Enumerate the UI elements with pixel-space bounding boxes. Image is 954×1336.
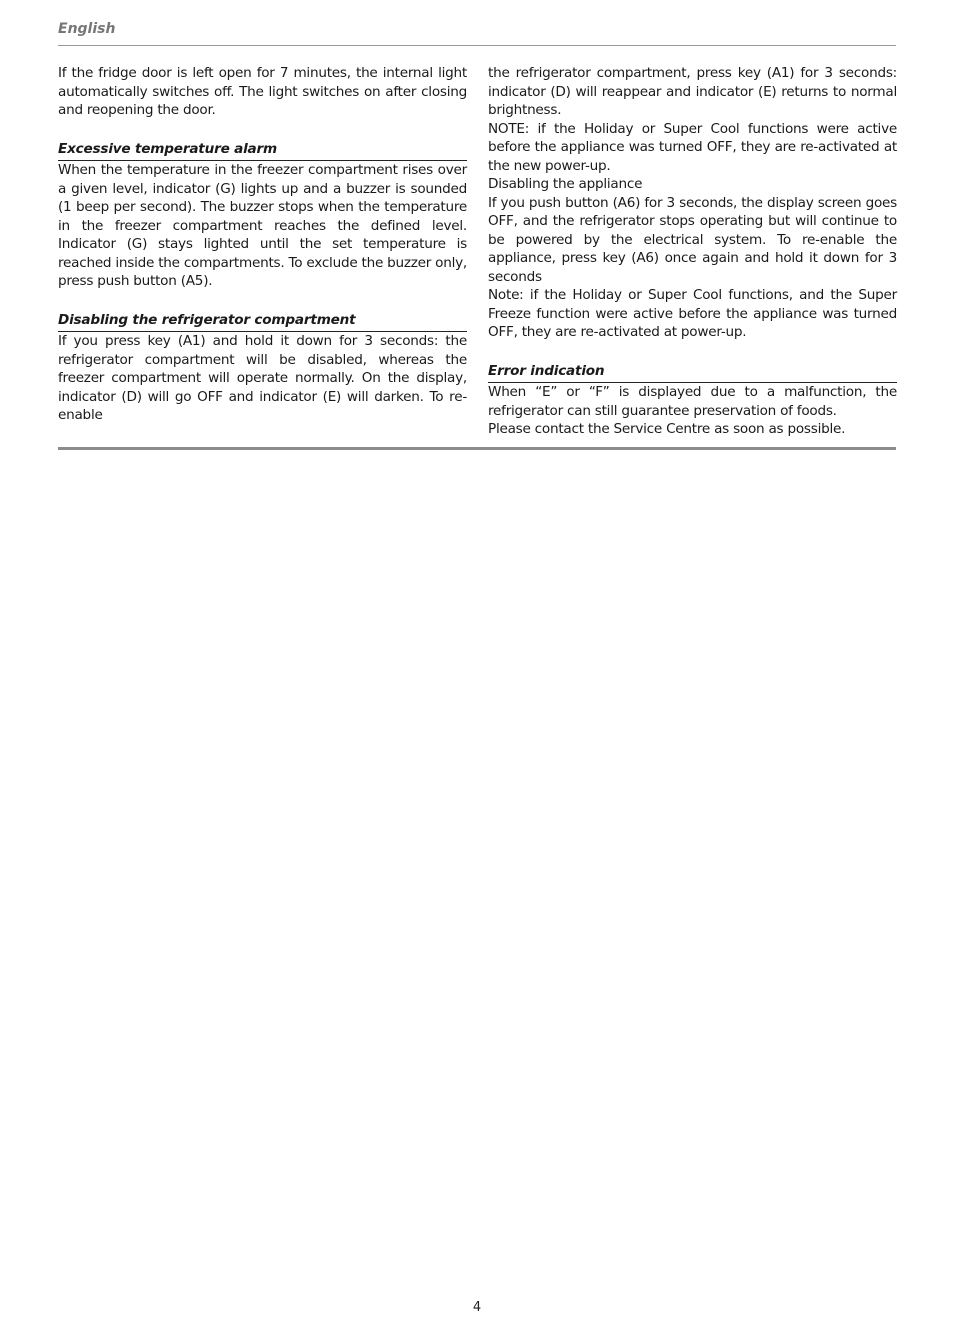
subheading-disabling-appliance: Disabling the appliance [488, 176, 643, 192]
section-body-disabling-refrigerator: If you press key (A1) and hold it down for 3 seconds: the refrigerator compartment will be disabled, whereas the freezer compartment will operate normally. On the display, indicator (D) will go OFF and indicator (E) will darken. To re-enable [58, 333, 467, 423]
header-divider [58, 45, 896, 46]
disabling-appliance-body: If you push button (A6) for 3 seconds, the display screen goes OFF, and the refrigerator stops operating but will continue to be powered by the electrical system. To re-enable the appliance, press key (A6) once again and hold it down for 3 seconds [488, 194, 897, 285]
note-superfreeze: Note: if the Holiday or Super Cool functions, and the Super Freeze function were active before the appliance was turned OFF, they are re-activated at power-up. [488, 287, 897, 340]
error-indication-contact: Please contact the Service Centre as soon as possible. [488, 421, 846, 437]
intro-paragraph: If the fridge door is left open for 7 minutes, the internal light automatically switches off. The light switches on after closing and reopening the door. [58, 65, 467, 118]
content-bottom-divider [58, 447, 896, 450]
section-body-temperature-alarm: When the temperature in the freezer compartment rises over a given level, indicator (G) lights up and a buzzer is sounded (1 beep per second). The buzzer stops when the temperature in the freezer compartment reaches the defined level. Indicator (G) stays lighted until the set temperature is reached inside the compartments. To exclude the buzzer only, press push button (A5). [58, 162, 468, 289]
header-language: English [58, 21, 116, 37]
note-holiday-supercool: NOTE: if the Holiday or Super Cool functions were active before the appliance was turned OFF, they are re-activated at the new power-up. [488, 120, 897, 174]
section-heading-temperature-alarm: Excessive temperature alarm [58, 140, 467, 162]
continued-paragraph: the refrigerator compartment, press key (A1) for 3 seconds: indicator (D) will reappear and indicator (E) returns to normal brightness. [488, 65, 897, 118]
left-column [58, 64, 467, 425]
section-heading-disabling-refrigerator: Disabling the refrigerator compartment [58, 311, 467, 333]
section-heading-error-indication: Error indication [488, 362, 897, 384]
right-column [488, 64, 897, 439]
error-indication-body: When “E” or “F” is displayed due to a malfunction, the refrigerator can still guarantee preservation of foods. [488, 384, 897, 419]
page-number: 4 [472, 1300, 482, 1315]
